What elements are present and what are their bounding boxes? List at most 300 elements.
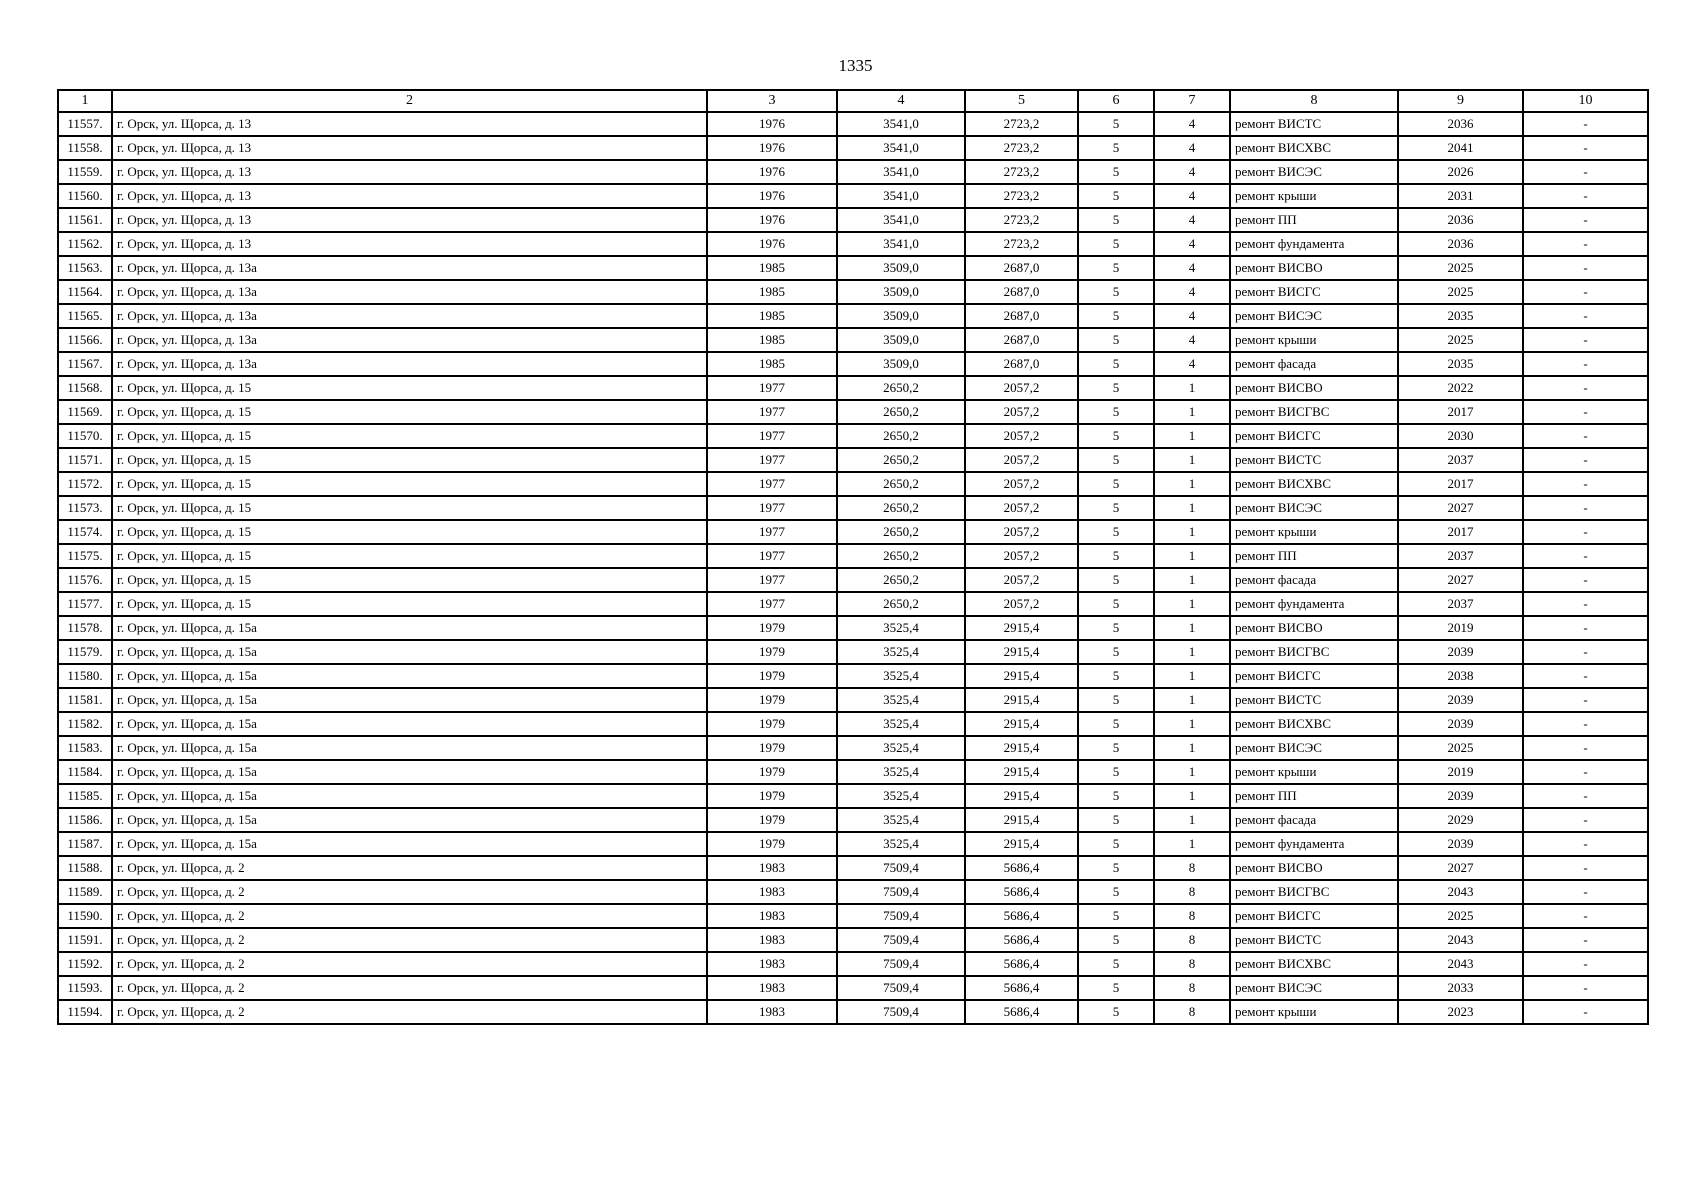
- work-type-cell: ремонт крыши: [1230, 760, 1398, 784]
- work-type-cell: ремонт фасада: [1230, 568, 1398, 592]
- year-cell: 1983: [707, 1000, 837, 1024]
- row-number-cell: 11590.: [58, 904, 112, 928]
- note-cell: -: [1523, 616, 1648, 640]
- plan-year-cell: 2038: [1398, 664, 1523, 688]
- year-cell: 1979: [707, 712, 837, 736]
- total-area-cell: 3525,4: [837, 664, 965, 688]
- work-type-cell: ремонт ПП: [1230, 784, 1398, 808]
- total-area-cell: 3509,0: [837, 304, 965, 328]
- year-cell: 1976: [707, 232, 837, 256]
- floors-cell: 5: [1078, 496, 1154, 520]
- entrances-cell: 1: [1154, 712, 1230, 736]
- work-type-cell: ремонт фасада: [1230, 808, 1398, 832]
- table-row: [58, 784, 1648, 808]
- plan-year-cell: 2026: [1398, 160, 1523, 184]
- floors-cell: 5: [1078, 424, 1154, 448]
- row-number-cell: 11575.: [58, 544, 112, 568]
- work-type-cell: ремонт фундамента: [1230, 592, 1398, 616]
- note-cell: -: [1523, 592, 1648, 616]
- living-area-cell: 2915,4: [965, 664, 1078, 688]
- floors-cell: 5: [1078, 400, 1154, 424]
- table-body: [58, 112, 1648, 1024]
- note-cell: -: [1523, 640, 1648, 664]
- floors-cell: 5: [1078, 928, 1154, 952]
- row-number-cell: 11568.: [58, 376, 112, 400]
- total-area-cell: 3541,0: [837, 112, 965, 136]
- entrances-cell: 8: [1154, 928, 1230, 952]
- row-number-cell: 11573.: [58, 496, 112, 520]
- work-type-cell: ремонт ВИСХВС: [1230, 952, 1398, 976]
- total-area-cell: 3525,4: [837, 808, 965, 832]
- living-area-cell: 2687,0: [965, 280, 1078, 304]
- total-area-cell: 2650,2: [837, 376, 965, 400]
- row-number-cell: 11587.: [58, 832, 112, 856]
- note-cell: -: [1523, 856, 1648, 880]
- plan-year-cell: 2043: [1398, 928, 1523, 952]
- total-area-cell: 3541,0: [837, 136, 965, 160]
- floors-cell: 5: [1078, 784, 1154, 808]
- total-area-cell: 2650,2: [837, 400, 965, 424]
- entrances-cell: 1: [1154, 664, 1230, 688]
- table-row: [58, 808, 1648, 832]
- table-row: [58, 208, 1648, 232]
- total-area-cell: 3509,0: [837, 280, 965, 304]
- entrances-cell: 4: [1154, 256, 1230, 280]
- entrances-cell: 4: [1154, 136, 1230, 160]
- total-area-cell: 3525,4: [837, 616, 965, 640]
- year-cell: 1979: [707, 664, 837, 688]
- address-cell: г. Орск, ул. Щорса, д. 15: [112, 496, 707, 520]
- floors-cell: 5: [1078, 976, 1154, 1000]
- floors-cell: 5: [1078, 1000, 1154, 1024]
- living-area-cell: 2723,2: [965, 160, 1078, 184]
- note-cell: -: [1523, 304, 1648, 328]
- row-number-cell: 11576.: [58, 568, 112, 592]
- row-number-cell: 11589.: [58, 880, 112, 904]
- row-number-cell: 11560.: [58, 184, 112, 208]
- table-row: [58, 592, 1648, 616]
- entrances-cell: 1: [1154, 376, 1230, 400]
- living-area-cell: 2723,2: [965, 112, 1078, 136]
- total-area-cell: 7509,4: [837, 928, 965, 952]
- floors-cell: 5: [1078, 616, 1154, 640]
- address-cell: г. Орск, ул. Щорса, д. 15а: [112, 760, 707, 784]
- floors-cell: 5: [1078, 544, 1154, 568]
- floors-cell: 5: [1078, 304, 1154, 328]
- floors-cell: 5: [1078, 352, 1154, 376]
- entrances-cell: 4: [1154, 352, 1230, 376]
- total-area-cell: 2650,2: [837, 544, 965, 568]
- year-cell: 1979: [707, 832, 837, 856]
- living-area-cell: 2057,2: [965, 400, 1078, 424]
- address-cell: г. Орск, ул. Щорса, д. 2: [112, 856, 707, 880]
- table-row: [58, 160, 1648, 184]
- entrances-cell: 8: [1154, 952, 1230, 976]
- year-cell: 1977: [707, 520, 837, 544]
- floors-cell: 5: [1078, 760, 1154, 784]
- living-area-cell: 2057,2: [965, 544, 1078, 568]
- row-number-cell: 11564.: [58, 280, 112, 304]
- column-header: 3: [707, 90, 837, 112]
- total-area-cell: 2650,2: [837, 472, 965, 496]
- year-cell: 1977: [707, 424, 837, 448]
- address-cell: г. Орск, ул. Щорса, д. 15а: [112, 616, 707, 640]
- plan-year-cell: 2025: [1398, 736, 1523, 760]
- plan-year-cell: 2022: [1398, 376, 1523, 400]
- work-type-cell: ремонт ВИСТС: [1230, 448, 1398, 472]
- note-cell: -: [1523, 808, 1648, 832]
- address-cell: г. Орск, ул. Щорса, д. 15: [112, 376, 707, 400]
- entrances-cell: 4: [1154, 184, 1230, 208]
- floors-cell: 5: [1078, 472, 1154, 496]
- total-area-cell: 3525,4: [837, 760, 965, 784]
- living-area-cell: 2915,4: [965, 712, 1078, 736]
- address-cell: г. Орск, ул. Щорса, д. 2: [112, 1000, 707, 1024]
- row-number-cell: 11581.: [58, 688, 112, 712]
- row-number-cell: 11594.: [58, 1000, 112, 1024]
- note-cell: -: [1523, 400, 1648, 424]
- row-number-cell: 11572.: [58, 472, 112, 496]
- living-area-cell: 5686,4: [965, 928, 1078, 952]
- plan-year-cell: 2017: [1398, 472, 1523, 496]
- row-number-cell: 11563.: [58, 256, 112, 280]
- floors-cell: 5: [1078, 880, 1154, 904]
- table-row: [58, 832, 1648, 856]
- total-area-cell: 7509,4: [837, 880, 965, 904]
- note-cell: -: [1523, 1000, 1648, 1024]
- work-type-cell: ремонт ВИСГВС: [1230, 640, 1398, 664]
- living-area-cell: 2687,0: [965, 352, 1078, 376]
- living-area-cell: 5686,4: [965, 880, 1078, 904]
- note-cell: -: [1523, 712, 1648, 736]
- year-cell: 1983: [707, 880, 837, 904]
- living-area-cell: 5686,4: [965, 904, 1078, 928]
- note-cell: -: [1523, 328, 1648, 352]
- table-row: [58, 952, 1648, 976]
- floors-cell: 5: [1078, 688, 1154, 712]
- table-row: [58, 976, 1648, 1000]
- work-type-cell: ремонт ВИСГС: [1230, 280, 1398, 304]
- address-cell: г. Орск, ул. Щорса, д. 13а: [112, 352, 707, 376]
- address-cell: г. Орск, ул. Щорса, д. 15: [112, 544, 707, 568]
- column-header: 2: [112, 90, 707, 112]
- floors-cell: 5: [1078, 376, 1154, 400]
- plan-year-cell: 2043: [1398, 880, 1523, 904]
- plan-year-cell: 2019: [1398, 616, 1523, 640]
- address-cell: г. Орск, ул. Щорса, д. 13: [112, 232, 707, 256]
- work-type-cell: ремонт крыши: [1230, 328, 1398, 352]
- note-cell: -: [1523, 952, 1648, 976]
- entrances-cell: 1: [1154, 784, 1230, 808]
- floors-cell: 5: [1078, 184, 1154, 208]
- year-cell: 1985: [707, 304, 837, 328]
- total-area-cell: 2650,2: [837, 448, 965, 472]
- total-area-cell: 3525,4: [837, 712, 965, 736]
- note-cell: -: [1523, 976, 1648, 1000]
- table-row: [58, 568, 1648, 592]
- note-cell: -: [1523, 496, 1648, 520]
- note-cell: -: [1523, 112, 1648, 136]
- table-row: [58, 304, 1648, 328]
- note-cell: -: [1523, 184, 1648, 208]
- living-area-cell: 2915,4: [965, 616, 1078, 640]
- total-area-cell: 3525,4: [837, 832, 965, 856]
- plan-year-cell: 2017: [1398, 400, 1523, 424]
- address-cell: г. Орск, ул. Щорса, д. 15: [112, 472, 707, 496]
- plan-year-cell: 2037: [1398, 544, 1523, 568]
- entrances-cell: 1: [1154, 400, 1230, 424]
- table-row: [58, 640, 1648, 664]
- work-type-cell: ремонт ВИСВО: [1230, 376, 1398, 400]
- work-type-cell: ремонт ВИСТС: [1230, 112, 1398, 136]
- table-row: [58, 352, 1648, 376]
- note-cell: -: [1523, 664, 1648, 688]
- row-number-cell: 11586.: [58, 808, 112, 832]
- table-row: [58, 688, 1648, 712]
- floors-cell: 5: [1078, 112, 1154, 136]
- plan-year-cell: 2027: [1398, 568, 1523, 592]
- plan-year-cell: 2039: [1398, 784, 1523, 808]
- floors-cell: 5: [1078, 856, 1154, 880]
- work-type-cell: ремонт ВИСВО: [1230, 856, 1398, 880]
- row-number-cell: 11585.: [58, 784, 112, 808]
- table-row: [58, 112, 1648, 136]
- address-cell: г. Орск, ул. Щорса, д. 13а: [112, 280, 707, 304]
- address-cell: г. Орск, ул. Щорса, д. 13а: [112, 256, 707, 280]
- entrances-cell: 8: [1154, 904, 1230, 928]
- entrances-cell: 1: [1154, 616, 1230, 640]
- floors-cell: 5: [1078, 136, 1154, 160]
- address-cell: г. Орск, ул. Щорса, д. 13: [112, 208, 707, 232]
- table-row: [58, 184, 1648, 208]
- plan-year-cell: 2019: [1398, 760, 1523, 784]
- year-cell: 1979: [707, 640, 837, 664]
- living-area-cell: 2057,2: [965, 424, 1078, 448]
- row-number-cell: 11558.: [58, 136, 112, 160]
- table-row: [58, 328, 1648, 352]
- living-area-cell: 2057,2: [965, 376, 1078, 400]
- note-cell: -: [1523, 424, 1648, 448]
- address-cell: г. Орск, ул. Щорса, д. 2: [112, 880, 707, 904]
- note-cell: -: [1523, 232, 1648, 256]
- year-cell: 1977: [707, 400, 837, 424]
- row-number-cell: 11571.: [58, 448, 112, 472]
- address-cell: г. Орск, ул. Щорса, д. 15а: [112, 712, 707, 736]
- address-cell: г. Орск, ул. Щорса, д. 13: [112, 136, 707, 160]
- entrances-cell: 1: [1154, 592, 1230, 616]
- row-number-cell: 11561.: [58, 208, 112, 232]
- note-cell: -: [1523, 160, 1648, 184]
- row-number-cell: 11565.: [58, 304, 112, 328]
- note-cell: -: [1523, 832, 1648, 856]
- address-cell: г. Орск, ул. Щорса, д. 15а: [112, 688, 707, 712]
- entrances-cell: 8: [1154, 976, 1230, 1000]
- living-area-cell: 2723,2: [965, 136, 1078, 160]
- living-area-cell: 2057,2: [965, 568, 1078, 592]
- entrances-cell: 1: [1154, 424, 1230, 448]
- living-area-cell: 2057,2: [965, 496, 1078, 520]
- column-header: 5: [965, 90, 1078, 112]
- plan-year-cell: 2039: [1398, 832, 1523, 856]
- plan-year-cell: 2025: [1398, 328, 1523, 352]
- note-cell: -: [1523, 520, 1648, 544]
- floors-cell: 5: [1078, 256, 1154, 280]
- column-header: 7: [1154, 90, 1230, 112]
- work-type-cell: ремонт ВИСГС: [1230, 904, 1398, 928]
- total-area-cell: 3541,0: [837, 232, 965, 256]
- note-cell: -: [1523, 376, 1648, 400]
- row-number-cell: 11570.: [58, 424, 112, 448]
- year-cell: 1976: [707, 136, 837, 160]
- year-cell: 1979: [707, 784, 837, 808]
- address-cell: г. Орск, ул. Щорса, д. 13: [112, 184, 707, 208]
- note-cell: -: [1523, 784, 1648, 808]
- floors-cell: 5: [1078, 328, 1154, 352]
- plan-year-cell: 2043: [1398, 952, 1523, 976]
- note-cell: -: [1523, 136, 1648, 160]
- entrances-cell: 1: [1154, 688, 1230, 712]
- note-cell: -: [1523, 760, 1648, 784]
- address-cell: г. Орск, ул. Щорса, д. 15а: [112, 664, 707, 688]
- address-cell: г. Орск, ул. Щорса, д. 15а: [112, 784, 707, 808]
- work-type-cell: ремонт фасада: [1230, 352, 1398, 376]
- total-area-cell: 3525,4: [837, 736, 965, 760]
- living-area-cell: 2915,4: [965, 736, 1078, 760]
- plan-year-cell: 2030: [1398, 424, 1523, 448]
- living-area-cell: 2915,4: [965, 784, 1078, 808]
- column-header: 6: [1078, 90, 1154, 112]
- year-cell: 1985: [707, 328, 837, 352]
- address-cell: г. Орск, ул. Щорса, д. 2: [112, 952, 707, 976]
- address-cell: г. Орск, ул. Щорса, д. 13а: [112, 328, 707, 352]
- address-cell: г. Орск, ул. Щорса, д. 13а: [112, 304, 707, 328]
- year-cell: 1985: [707, 256, 837, 280]
- work-type-cell: ремонт ВИСЭС: [1230, 304, 1398, 328]
- entrances-cell: 1: [1154, 544, 1230, 568]
- entrances-cell: 4: [1154, 208, 1230, 232]
- plan-year-cell: 2025: [1398, 256, 1523, 280]
- entrances-cell: 1: [1154, 496, 1230, 520]
- total-area-cell: 3509,0: [837, 352, 965, 376]
- table-row: [58, 280, 1648, 304]
- plan-year-cell: 2036: [1398, 232, 1523, 256]
- row-number-cell: 11591.: [58, 928, 112, 952]
- table-row: [58, 232, 1648, 256]
- floors-cell: 5: [1078, 640, 1154, 664]
- work-type-cell: ремонт ВИСЭС: [1230, 736, 1398, 760]
- table-row: [58, 736, 1648, 760]
- table-row: [58, 760, 1648, 784]
- table-row: [58, 880, 1648, 904]
- note-cell: -: [1523, 352, 1648, 376]
- table-row: [58, 904, 1648, 928]
- total-area-cell: 3541,0: [837, 208, 965, 232]
- floors-cell: 5: [1078, 712, 1154, 736]
- total-area-cell: 3541,0: [837, 160, 965, 184]
- repair-schedule-table: [57, 89, 1649, 1025]
- living-area-cell: 2915,4: [965, 760, 1078, 784]
- living-area-cell: 5686,4: [965, 1000, 1078, 1024]
- living-area-cell: 2723,2: [965, 184, 1078, 208]
- total-area-cell: 7509,4: [837, 856, 965, 880]
- floors-cell: 5: [1078, 568, 1154, 592]
- entrances-cell: 1: [1154, 448, 1230, 472]
- table-row: [58, 928, 1648, 952]
- table-row: [58, 544, 1648, 568]
- note-cell: -: [1523, 688, 1648, 712]
- year-cell: 1977: [707, 544, 837, 568]
- address-cell: г. Орск, ул. Щорса, д. 2: [112, 928, 707, 952]
- plan-year-cell: 2027: [1398, 496, 1523, 520]
- total-area-cell: 2650,2: [837, 520, 965, 544]
- address-cell: г. Орск, ул. Щорса, д. 15: [112, 400, 707, 424]
- total-area-cell: 2650,2: [837, 496, 965, 520]
- year-cell: 1983: [707, 952, 837, 976]
- entrances-cell: 4: [1154, 328, 1230, 352]
- table-row: [58, 136, 1648, 160]
- entrances-cell: 8: [1154, 880, 1230, 904]
- work-type-cell: ремонт крыши: [1230, 1000, 1398, 1024]
- year-cell: 1977: [707, 376, 837, 400]
- floors-cell: 5: [1078, 232, 1154, 256]
- table-row: [58, 448, 1648, 472]
- living-area-cell: 2057,2: [965, 448, 1078, 472]
- column-header: 8: [1230, 90, 1398, 112]
- address-cell: г. Орск, ул. Щорса, д. 15а: [112, 640, 707, 664]
- table-row: [58, 376, 1648, 400]
- floors-cell: 5: [1078, 520, 1154, 544]
- note-cell: -: [1523, 568, 1648, 592]
- total-area-cell: 3525,4: [837, 784, 965, 808]
- work-type-cell: ремонт ВИСГС: [1230, 424, 1398, 448]
- plan-year-cell: 2036: [1398, 208, 1523, 232]
- entrances-cell: 4: [1154, 280, 1230, 304]
- address-cell: г. Орск, ул. Щорса, д. 2: [112, 976, 707, 1000]
- living-area-cell: 2915,4: [965, 688, 1078, 712]
- table-row: [58, 616, 1648, 640]
- work-type-cell: ремонт ВИСХВС: [1230, 136, 1398, 160]
- page-number: 1335: [838, 56, 873, 75]
- row-number-cell: 11569.: [58, 400, 112, 424]
- table-row: [58, 424, 1648, 448]
- row-number-cell: 11592.: [58, 952, 112, 976]
- work-type-cell: ремонт ВИСГС: [1230, 664, 1398, 688]
- address-cell: г. Орск, ул. Щорса, д. 15: [112, 448, 707, 472]
- year-cell: 1976: [707, 208, 837, 232]
- address-cell: г. Орск, ул. Щорса, д. 15а: [112, 736, 707, 760]
- floors-cell: 5: [1078, 832, 1154, 856]
- plan-year-cell: 2023: [1398, 1000, 1523, 1024]
- plan-year-cell: 2037: [1398, 592, 1523, 616]
- plan-year-cell: 2041: [1398, 136, 1523, 160]
- note-cell: -: [1523, 736, 1648, 760]
- row-number-cell: 11582.: [58, 712, 112, 736]
- plan-year-cell: 2033: [1398, 976, 1523, 1000]
- total-area-cell: 2650,2: [837, 568, 965, 592]
- note-cell: -: [1523, 544, 1648, 568]
- plan-year-cell: 2017: [1398, 520, 1523, 544]
- plan-year-cell: 2039: [1398, 688, 1523, 712]
- entrances-cell: 1: [1154, 568, 1230, 592]
- work-type-cell: ремонт ВИСТС: [1230, 688, 1398, 712]
- year-cell: 1985: [707, 352, 837, 376]
- plan-year-cell: 2036: [1398, 112, 1523, 136]
- entrances-cell: 1: [1154, 808, 1230, 832]
- plan-year-cell: 2039: [1398, 640, 1523, 664]
- entrances-cell: 1: [1154, 736, 1230, 760]
- floors-cell: 5: [1078, 904, 1154, 928]
- work-type-cell: ремонт крыши: [1230, 520, 1398, 544]
